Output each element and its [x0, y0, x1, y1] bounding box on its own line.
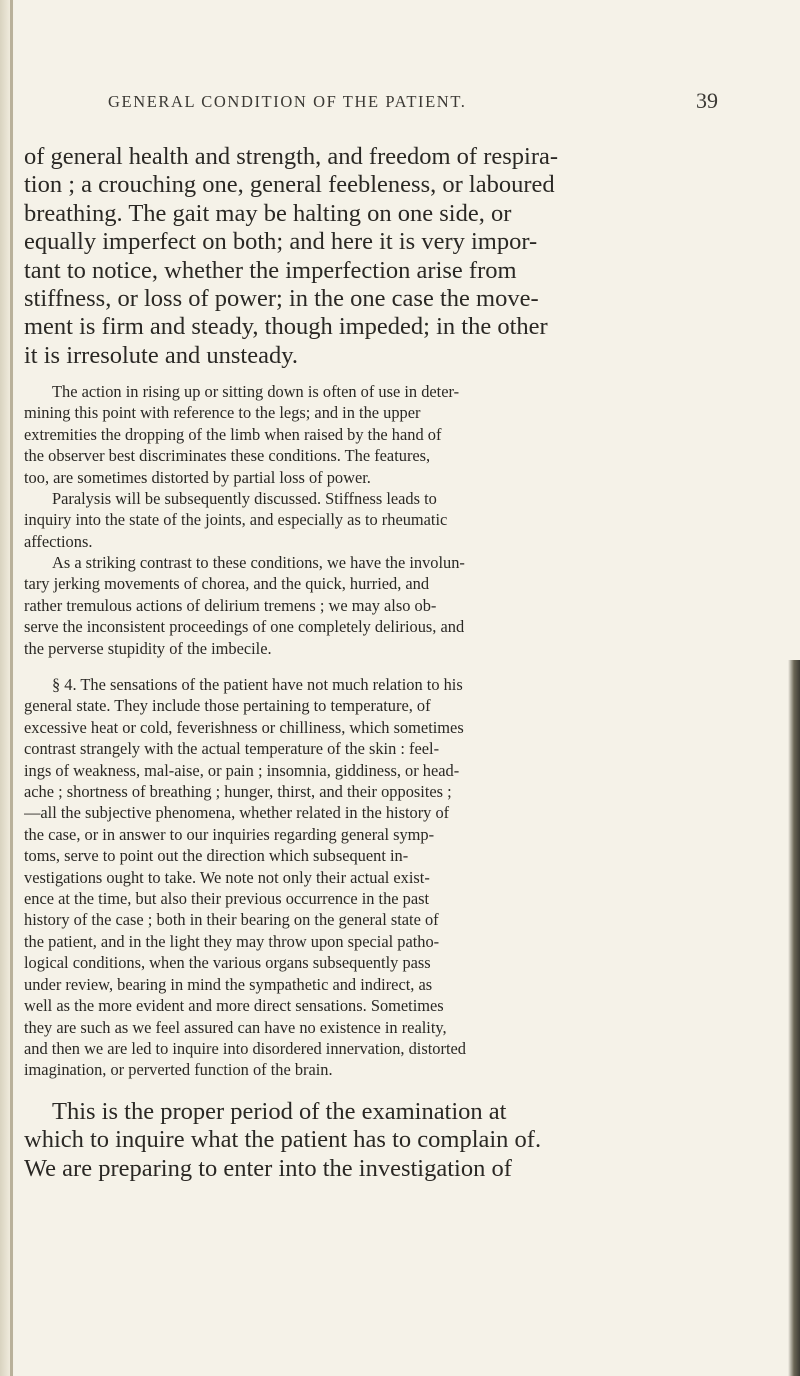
- text-line: ings of weakness, mal-aise, or pain ; insomnia, giddiness, or head-: [24, 760, 460, 780]
- text-line: inquiry into the state of the joints, and especially as to rheumatic: [24, 510, 448, 530]
- text-line: As a striking contrast to these conditions, we have the involun-: [52, 553, 465, 572]
- text-line: stiffness, or loss of power; in the one case the move-: [24, 285, 539, 313]
- text-line: Paralysis will be subsequently discussed. Stiffness leads to: [52, 489, 437, 508]
- text-line: tion ; a crouching one, general feebleness, or laboured: [24, 171, 555, 199]
- text-line: extremities the dropping of the limb when raised by the hand of: [24, 424, 442, 444]
- text-line: the perverse stupidity of the imbecile.: [24, 638, 272, 658]
- binding-shadow: [10, 0, 13, 1376]
- text-line: serve the inconsistent proceedings of one completely delirious, and: [24, 617, 465, 637]
- paragraph-paralysis: [24, 488, 700, 552]
- text-line: well as the more evident and more direct sensations. Sometimes: [24, 996, 444, 1016]
- text-line: affections.: [24, 531, 93, 551]
- text-line: they are such as we feel assured can have no existence in reality,: [24, 1017, 447, 1037]
- text-line: tant to notice, whether the imperfection arise from: [24, 256, 517, 284]
- text-line: rather tremulous actions of delirium tremens ; we may also ob-: [24, 595, 437, 615]
- paragraph-rising: [24, 381, 700, 488]
- text-line: contrast strangely with the actual temperature of the skin : feel-: [24, 739, 440, 759]
- text-line: vestigations ought to take. We note not only their actual exist-: [24, 867, 430, 887]
- text-line: mining this point with reference to the legs; and in the upper: [24, 403, 421, 423]
- text-line: the patient, and in the light they may throw upon special patho-: [24, 931, 440, 951]
- text-line: and then we are led to inquire into disordered innervation, distorted: [24, 1038, 466, 1058]
- paragraph-complaint: [24, 1098, 700, 1183]
- text-line: under review, bearing in mind the sympathetic and indirect, as: [24, 974, 433, 994]
- text-line: the observer best discriminates these conditions. The features,: [24, 446, 431, 466]
- page-edge-shadow: [788, 660, 800, 1376]
- text-line: imagination, or perverted function of the brain.: [24, 1060, 333, 1080]
- text-line: it is irresolute and unsteady.: [24, 341, 298, 369]
- paragraph-sensations: [24, 674, 700, 1081]
- text-line: The action in rising up or sitting down is often of use in deter-: [52, 382, 460, 401]
- paragraph-chorea: [24, 552, 700, 659]
- text-line: ence at the time, but also their previous occurrence in the past: [24, 889, 430, 909]
- text-line: ment is firm and steady, though impeded; in the other: [24, 313, 548, 341]
- text-line: which to inquire what the patient has to complain of.: [24, 1126, 542, 1154]
- page-number: 39: [696, 88, 718, 113]
- text-line: equally imperfect on both; and here it is very impor-: [24, 228, 538, 256]
- running-title: GENERAL CONDITION OF THE PATIENT.: [108, 92, 467, 111]
- text-line: tary jerking movements of chorea, and the quick, hurried, and: [24, 574, 430, 594]
- text-line: toms, serve to point out the direction which subsequent in-: [24, 846, 409, 866]
- text-line: This is the proper period of the examination at: [52, 1098, 507, 1125]
- running-head: [108, 88, 718, 122]
- text-line: logical conditions, when the various organs subsequently pass: [24, 953, 431, 973]
- text-line: the case, or in answer to our inquiries regarding general symp-: [24, 824, 435, 844]
- text-line: ache ; shortness of breathing ; hunger, thirst, and their opposites ;: [24, 782, 452, 802]
- paragraph-gait: [24, 143, 700, 370]
- text-line: of general health and strength, and freedom of respira-: [24, 143, 559, 170]
- text-line: breathing. The gait may be halting on one side, or: [24, 199, 512, 227]
- text-line: —all the subjective phenomena, whether related in the history of: [24, 803, 450, 823]
- text-line: We are preparing to enter into the investigation of: [24, 1154, 512, 1182]
- text-line: general state. They include those pertaining to temperature, of: [24, 696, 431, 716]
- text-line: history of the case ; both in their bearing on the general state of: [24, 910, 439, 930]
- text-line: too, are sometimes distorted by partial loss of power.: [24, 467, 371, 487]
- text-line: § 4. The sensations of the patient have not much relation to his: [52, 675, 463, 694]
- text-line: excessive heat or cold, feverishness or chilliness, which sometimes: [24, 717, 464, 737]
